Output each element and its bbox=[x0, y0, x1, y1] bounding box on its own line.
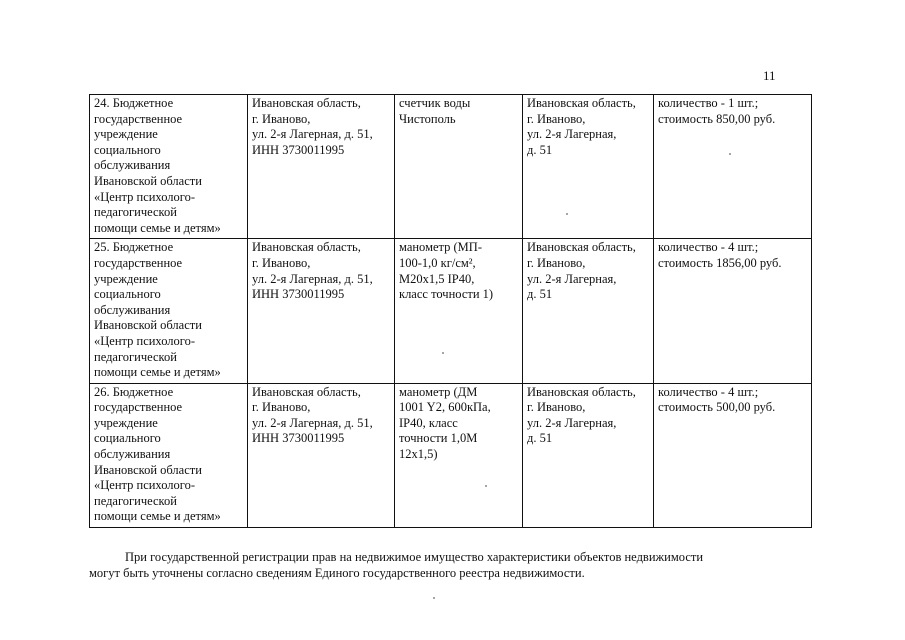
cell-text-line: количество - 4 шт.; bbox=[658, 384, 759, 399]
address-cell bbox=[248, 239, 395, 383]
cell-text-line: Ивановская область, bbox=[252, 96, 361, 110]
scan-speck bbox=[566, 213, 568, 215]
cell-text-line: г. Иваново, bbox=[527, 400, 586, 415]
organization-cell bbox=[90, 95, 248, 239]
cell-text-line: д. 51 bbox=[527, 431, 553, 446]
location-cell bbox=[523, 239, 654, 383]
cell-text-line: счетчик воды bbox=[399, 96, 471, 110]
cell-text-line: помощи семье и детям» bbox=[94, 509, 221, 524]
address-cell bbox=[248, 95, 395, 239]
cell-text-line: количество - 4 шт.; bbox=[658, 240, 759, 255]
item-cell bbox=[395, 95, 523, 239]
scan-speck bbox=[433, 597, 435, 599]
cell-text-line: государственное bbox=[94, 111, 183, 126]
cell-text-line: класс точности 1) bbox=[399, 287, 494, 302]
cell-text-line: ИНН 3730011995 bbox=[252, 287, 345, 302]
scan-speck bbox=[442, 352, 444, 354]
cell-text-line: социального bbox=[94, 142, 161, 157]
table-row bbox=[90, 95, 812, 239]
cell-text-line: помощи семье и детям» bbox=[94, 365, 221, 380]
footer-note-line: могут быть уточнены согласно сведениям Единого государственного реестра недвижимости. bbox=[89, 566, 585, 580]
cell-text-line: г. Иваново, bbox=[252, 111, 311, 126]
cell-text-line: манометр (МП- bbox=[399, 240, 482, 255]
cell-text-line: ИНН 3730011995 bbox=[252, 431, 345, 446]
cell-text-line: Чистополь bbox=[399, 111, 456, 126]
cell-text-line: Ивановской области bbox=[94, 173, 202, 188]
table-row bbox=[90, 239, 812, 383]
cell-text-line: государственное bbox=[94, 400, 183, 415]
cell-text-line: ИНН 3730011995 bbox=[252, 142, 345, 157]
cell-text-line: «Центр психолого- bbox=[94, 189, 196, 204]
address-cell bbox=[248, 383, 395, 527]
cell-text-line: педагогической bbox=[94, 349, 177, 364]
cell-text-line: социального bbox=[94, 431, 161, 446]
cell-text-line: обслуживания bbox=[94, 447, 171, 462]
cell-text-line: 100-1,0 кг/см², bbox=[399, 255, 476, 270]
cell-text-line: IP40, класс bbox=[399, 415, 458, 430]
cell-text-line: учреждение bbox=[94, 415, 158, 430]
details-cell bbox=[654, 239, 812, 383]
page-number: 11 bbox=[763, 68, 776, 83]
cell-text-line: педагогической bbox=[94, 493, 177, 508]
cell-text-line: г. Иваново, bbox=[527, 111, 586, 126]
cell-text-line: М20х1,5 IP40, bbox=[399, 271, 475, 286]
cell-text-line: ул. 2-я Лагерная, bbox=[527, 415, 617, 430]
cell-text-line: Ивановской области bbox=[94, 462, 202, 477]
cell-text-line: 24. Бюджетное bbox=[94, 96, 174, 110]
footer-note-line: При государственной регистрации прав на недвижимое имущество характеристики объектов недвижимости bbox=[125, 550, 704, 564]
item-cell bbox=[395, 239, 523, 383]
cell-text-line: «Центр психолого- bbox=[94, 333, 196, 348]
cell-text-line: точности 1,0М bbox=[399, 431, 478, 446]
organization-cell bbox=[90, 383, 248, 527]
cell-text-line: количество - 1 шт.; bbox=[658, 96, 759, 110]
cell-text-line: ул. 2-я Лагерная, д. 51, bbox=[252, 271, 373, 286]
cell-text-line: Ивановская область, bbox=[527, 240, 636, 255]
cell-text-line: д. 51 bbox=[527, 142, 553, 157]
cell-text-line: педагогической bbox=[94, 205, 177, 220]
cell-text-line: Ивановская область, bbox=[527, 384, 636, 399]
cell-text-line: г. Иваново, bbox=[252, 255, 311, 270]
cell-text-line: ул. 2-я Лагерная, bbox=[527, 271, 617, 286]
cell-text-line: манометр (ДМ bbox=[399, 384, 478, 399]
cell-text-line: социального bbox=[94, 287, 161, 302]
cell-text-line: обслуживания bbox=[94, 158, 171, 173]
cell-text-line: 25. Бюджетное bbox=[94, 240, 174, 255]
organization-cell bbox=[90, 239, 248, 383]
details-cell bbox=[654, 95, 812, 239]
footer-note bbox=[89, 549, 811, 581]
cell-text-line: 12х1,5) bbox=[399, 447, 438, 462]
cell-text-line: Ивановская область, bbox=[252, 240, 361, 255]
cell-text-line: стоимость 850,00 руб. bbox=[658, 111, 776, 126]
cell-text-line: ул. 2-я Лагерная, д. 51, bbox=[252, 127, 373, 142]
cell-text-line: помощи семье и детям» bbox=[94, 220, 221, 235]
cell-text-line: г. Иваново, bbox=[252, 400, 311, 415]
cell-text-line: д. 51 bbox=[527, 287, 553, 302]
location-cell bbox=[523, 95, 654, 239]
cell-text-line: обслуживания bbox=[94, 302, 171, 317]
scan-speck bbox=[485, 485, 487, 487]
asset-table bbox=[89, 94, 812, 528]
cell-text-line: Ивановская область, bbox=[252, 384, 361, 399]
cell-text-line: Ивановской области bbox=[94, 318, 202, 333]
cell-text-line: 1001 Y2, 600кПа, bbox=[399, 400, 491, 415]
cell-text-line: ул. 2-я Лагерная, д. 51, bbox=[252, 415, 373, 430]
location-cell bbox=[523, 383, 654, 527]
cell-text-line: учреждение bbox=[94, 271, 158, 286]
scan-speck bbox=[729, 153, 731, 155]
details-cell bbox=[654, 383, 812, 527]
cell-text-line: стоимость 500,00 руб. bbox=[658, 400, 776, 415]
cell-text-line: г. Иваново, bbox=[527, 255, 586, 270]
cell-text-line: ул. 2-я Лагерная, bbox=[527, 127, 617, 142]
cell-text-line: стоимость 1856,00 руб. bbox=[658, 255, 782, 270]
cell-text-line: Ивановская область, bbox=[527, 96, 636, 110]
cell-text-line: учреждение bbox=[94, 127, 158, 142]
item-cell bbox=[395, 383, 523, 527]
cell-text-line: государственное bbox=[94, 255, 183, 270]
table-row bbox=[90, 383, 812, 527]
cell-text-line: «Центр психолого- bbox=[94, 478, 196, 493]
cell-text-line: 26. Бюджетное bbox=[94, 384, 174, 399]
